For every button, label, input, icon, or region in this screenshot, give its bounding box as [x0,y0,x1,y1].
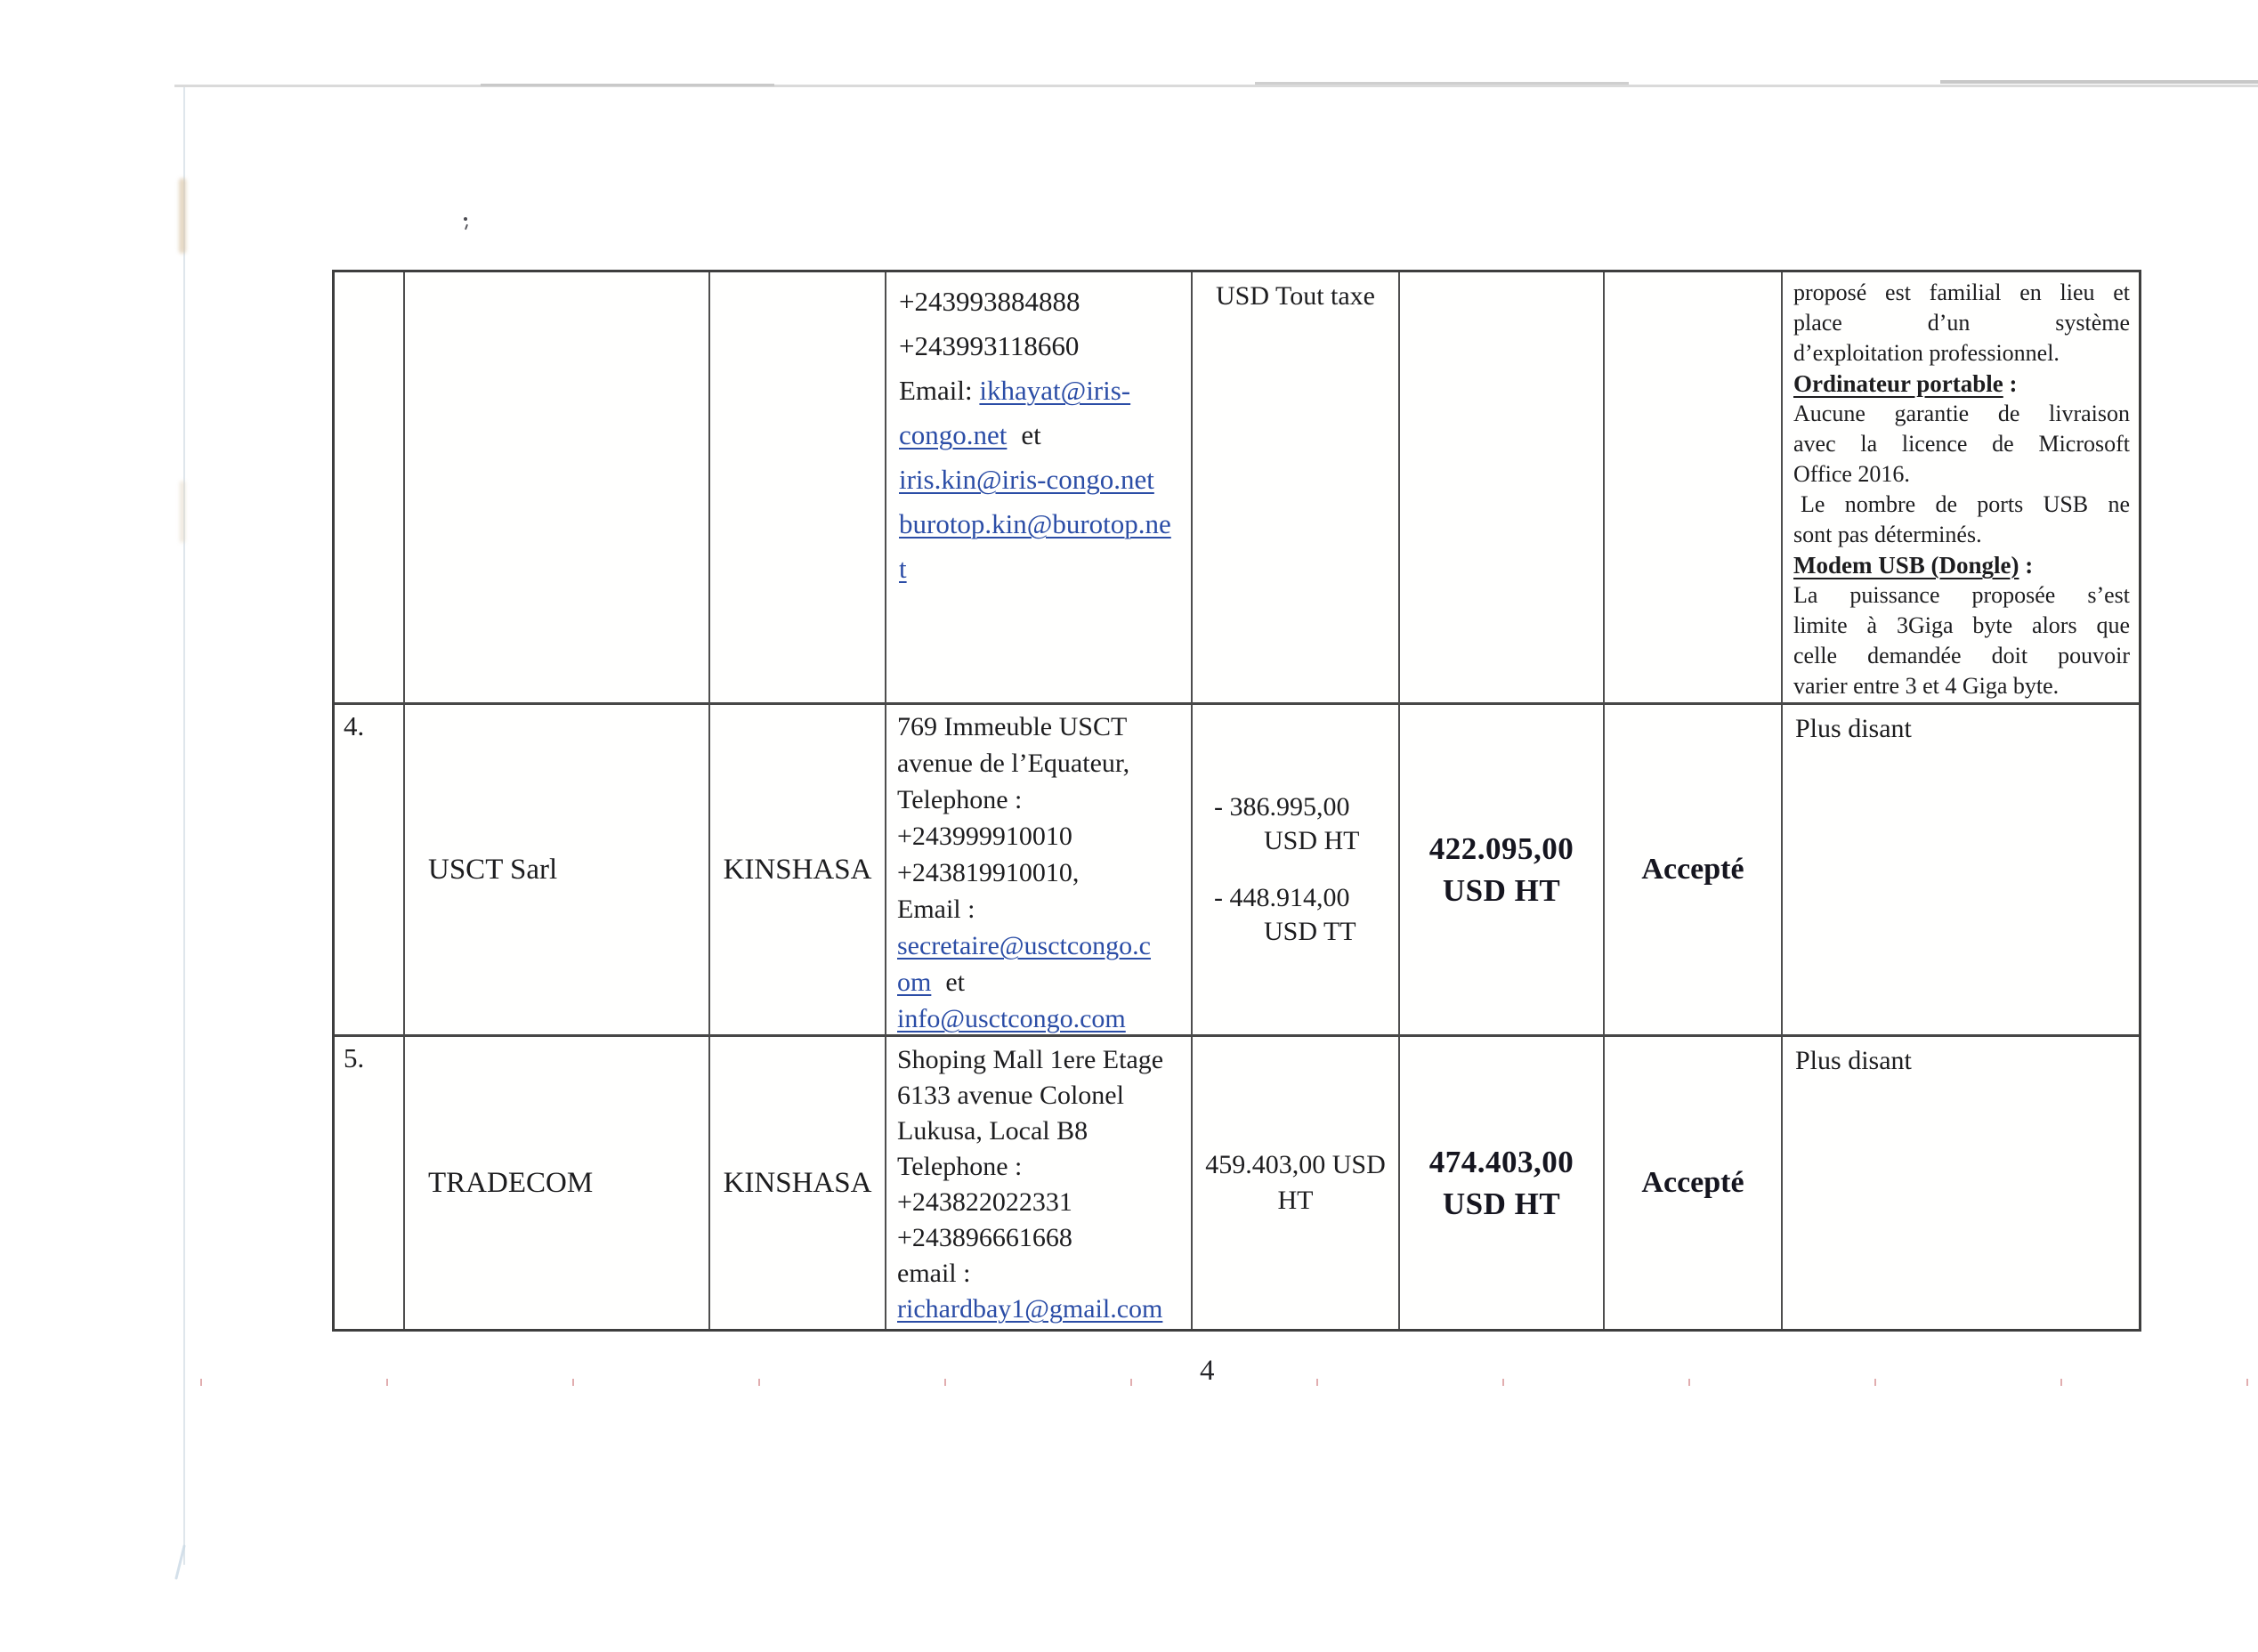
scan-smudge [174,1544,186,1580]
address-line: Shoping Mall 1ere Etage [897,1045,1164,1074]
email-line [897,1292,1187,1327]
comment-line: d’exploitation professionnel. [1793,340,2060,366]
row4-final-price-cell [1400,705,1605,1037]
comment-heading [1793,368,2130,399]
row5-final-price-cell [1400,1037,1605,1329]
row3-status-cell [1605,272,1783,705]
scan-smudge [180,481,185,543]
email-label: Email: [899,375,980,406]
heading-underlined-text: Modem USB (Dongle) [1793,552,2019,579]
scan-tick-mark [1130,1379,1132,1386]
email-line [897,927,1187,964]
row4-city-cell [710,705,886,1037]
scan-tick-mark [2246,1379,2248,1386]
row4-company-cell [405,705,710,1037]
final-price-amount: 422.095,00 [1428,831,1574,866]
scan-top-shadow-dash [1940,80,2258,84]
email-line [899,458,1187,502]
offer-amount: - 448.914,00 [1214,883,1350,912]
address-line: Lukusa, Local B8 [897,1116,1089,1146]
heading-colon: : [2003,370,2018,397]
address-line: 769 Immeuble USCT [897,712,1128,741]
scan-tick-mark [944,1379,946,1386]
ink-speck [464,217,467,221]
email-link[interactable]: om [897,968,932,997]
scan-tick-mark [386,1379,388,1386]
email-line [897,1000,1187,1037]
offer-unit: USD HT [1264,826,1360,855]
scan-top-shadow-dash [1255,82,1629,85]
email-link[interactable]: burotop.kin@burotop.ne [899,508,1171,539]
row5-city-cell [710,1037,886,1329]
row4-number-cell [335,705,405,1037]
row3-final-price-cell [1400,272,1605,705]
comment-line: Office 2016. [1793,461,1910,487]
scan-tick-mark [1688,1379,1690,1386]
heading-colon: : [2019,552,2034,579]
row4-address-cell [886,705,1193,1037]
company-name: TRADECOM [428,1166,594,1199]
page-number: 4 [1200,1355,1215,1387]
comment-line: celle demandée doit pouvoir [1793,643,2130,668]
address-line: 6133 avenue Colonel [897,1081,1124,1110]
email-link[interactable]: congo.net [899,419,1008,450]
final-price-amount: 474.403,00 [1428,1145,1574,1179]
row3-number-cell [335,272,405,705]
final-price-unit: USD HT [1442,873,1561,908]
row5-status-cell [1605,1037,1783,1329]
email-link[interactable]: iris.kin@iris-congo.net [899,464,1154,495]
email-line [899,413,1187,458]
offer-item [1214,881,1398,949]
email-link[interactable]: secretaire@usctcongo.c [897,931,1151,960]
comment-line: sont pas déterminés. [1793,522,1982,547]
row5-number-cell [335,1037,405,1329]
company-name: USCT Sarl [428,853,558,886]
address-line: avenue de l’Equateur, [897,749,1130,778]
comment-line: avec la licence de Microsoft [1793,431,2130,457]
address-line: Telephone : [897,785,1023,814]
bid-evaluation-table [332,270,2141,1332]
row4-offer-cell [1193,705,1400,1037]
row5-company-cell [405,1037,710,1329]
comment-line: varier entre 3 et 4 Giga byte. [1793,673,2060,699]
email-line [899,368,1187,413]
phone-number: +243819910010, [897,858,1080,887]
scan-top-shadow [174,85,2258,87]
row5-comment-cell [1783,1037,2139,1329]
comment-line: Aucune garantie de livraison [1793,401,2130,426]
row3-offer-cell [1193,272,1400,705]
email-link[interactable]: richardbay1@gmail.com [897,1294,1163,1324]
status-badge: Accepté [1641,853,1744,886]
comment-line: Le nombre de ports USB ne [1801,491,2130,517]
phone-number: +243993118660 [899,330,1080,361]
email-label: Email : [897,895,975,924]
offer-currency-note: USD Tout taxe [1215,281,1375,311]
scan-tick-mark [572,1379,574,1386]
phone-number: +243896661668 [897,1223,1072,1252]
row3-company-cell [405,272,710,705]
email-label: email : [897,1259,971,1288]
row-number: 4. [344,710,365,741]
email-link[interactable]: ikhayat@iris- [979,375,1131,406]
scan-tick-mark [1874,1379,1876,1386]
conjunction-text: et [945,968,965,997]
scan-tick-mark [2060,1379,2062,1386]
email-line [899,502,1187,547]
status-badge: Accepté [1641,1166,1744,1199]
row3-city-cell [710,272,886,705]
row3-comment-cell [1783,272,2139,705]
offer-amount: - 386.995,00 [1214,792,1350,822]
row5-address-cell [886,1037,1193,1329]
phone-number: +243822022331 [897,1187,1072,1217]
conjunction-text: et [1021,419,1041,450]
phone-number: +243993884888 [899,286,1080,317]
comment-note: Plus disant [1795,714,1912,743]
phone-number: +243999910010 [897,822,1072,851]
comment-line: La puissance proposée s’est [1793,582,2130,608]
offer-unit: USD TT [1264,917,1356,946]
row3-contact-cell [886,272,1193,705]
email-link[interactable]: t [899,553,907,584]
scan-tick-mark [758,1379,760,1386]
row4-comment-cell [1783,705,2139,1037]
scan-top-shadow-dash [481,84,774,86]
city-name: KINSHASA [723,853,872,886]
comment-heading [1793,550,2130,580]
email-line [897,964,1187,1000]
scan-smudge [179,178,186,254]
heading-underlined-text: Ordinateur portable [1793,370,2003,397]
scan-tick-mark [1316,1379,1318,1386]
address-line: Telephone : [897,1152,1023,1181]
email-line [899,547,1187,591]
comment-line: limite à 3Giga byte alors que [1793,612,2130,638]
scan-tick-mark [200,1379,202,1386]
email-link[interactable]: info@usctcongo.com [897,1004,1126,1033]
offer-amount: 459.403,00 USD [1205,1150,1386,1179]
row5-offer-cell [1193,1037,1400,1329]
ink-speck [465,224,468,230]
row-number: 5. [344,1042,365,1073]
city-name: KINSHASA [723,1166,872,1199]
comment-line: proposé est familial en lieu et [1793,279,2130,305]
row4-status-cell [1605,705,1783,1037]
final-price-unit: USD HT [1442,1186,1561,1221]
offer-unit: HT [1277,1186,1314,1215]
comment-line: place d’un système [1793,310,2130,336]
scan-tick-mark [1502,1379,1504,1386]
offer-item [1214,790,1398,858]
comment-note: Plus disant [1795,1046,1912,1075]
scan-page-edge-line [183,87,185,1565]
